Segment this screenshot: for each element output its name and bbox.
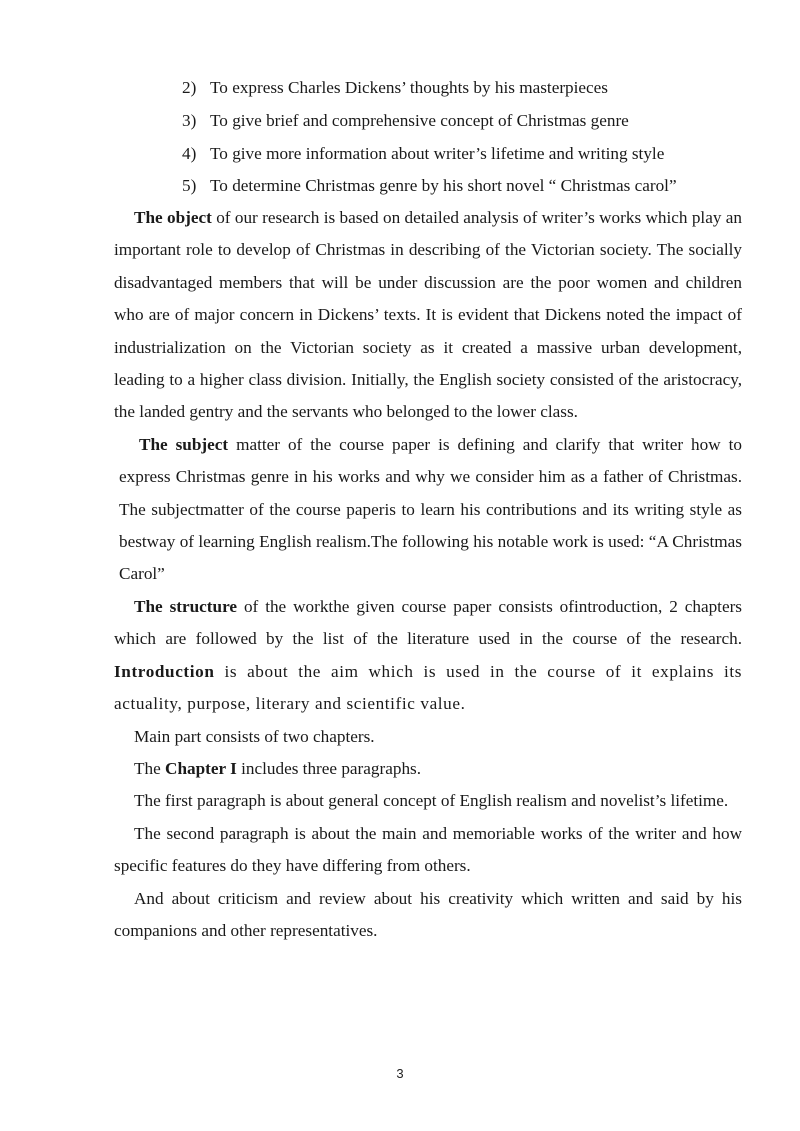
chapter-text: includes three paragraphs. (236, 758, 422, 778)
list-text: To determine Christmas genre by his short novel “ Christmas carol” (210, 176, 677, 196)
list-text: To express Charles Dickens’ thoughts by his masterpieces (210, 78, 608, 97)
list-text: To give more information about writer’s lifetime and writing style (210, 143, 665, 163)
structure-paragraph (114, 591, 742, 721)
list-item (182, 172, 762, 205)
body-text (114, 202, 742, 947)
structure-text: of the workthe given course paper consists ofintroduction, 2 chapters which are followed by the list of the literature used in the course of the research. (114, 596, 742, 649)
chapter-paragraph (114, 753, 742, 785)
list-item (182, 140, 762, 173)
list-text: To give brief and comprehensive concept of Christmas genre (210, 110, 629, 130)
objectives-list (182, 74, 762, 205)
chapter-heading: Chapter I (165, 758, 237, 778)
main-part-paragraph: Main part consists of two chapters. (134, 726, 375, 746)
chapter-prefix: The (134, 758, 166, 778)
page-number: 3 (396, 1066, 404, 1081)
list-item (182, 74, 762, 107)
subject-heading: The subject (139, 434, 229, 454)
object-text: of our research is based on detailed analysis of writer’s works which play an important role to develop of Christmas in describing of the Victorian society. The socially disadvantaged members that will be under discussion are the poor women and children who are of major concern in Dickens’ texts. It is evident that Dickens noted the impact of industrialization on the Victorian society as it created a massive urban development, leading to a higher class division. Initially, the English society consisted of the aristocracy, the landed gentry and the servants who belonged to the lower class. (114, 208, 742, 422)
third-paragraph: And about criticism and review about his creativity which written and said by his companions and other representatives. (114, 888, 742, 940)
object-heading: The object (134, 208, 212, 227)
subject-text: matter of the course paper is defining and clarify that writer how to express Christmas genre in his works and why we consider him as a father of Christmas. The subjectmatter of the course paperis to learn his contributions and its writing style as bestway of learning English realism.The following his notable work is used: “A Christmas Carol” (119, 434, 742, 584)
subject-paragraph (119, 429, 742, 591)
list-number: 2) (182, 78, 197, 97)
structure-text-2: is about the aim which is used in the course of it explains its actuality, purpose, literary and scientific value. (114, 661, 742, 714)
structure-heading: The structure (134, 596, 238, 616)
list-number: 5) (182, 176, 197, 196)
first-paragraph: The first paragraph is about general concept of English realism and novelist’s lifetime. (134, 791, 729, 811)
second-paragraph: The second paragraph is about the main and memoriable works of the writer and how specific features do they have differing from others. (114, 823, 742, 876)
object-paragraph (114, 202, 742, 429)
list-item (182, 107, 762, 140)
list-number: 4) (182, 143, 197, 163)
introduction-heading: Introduction (114, 661, 215, 681)
list-number: 3) (182, 110, 197, 130)
